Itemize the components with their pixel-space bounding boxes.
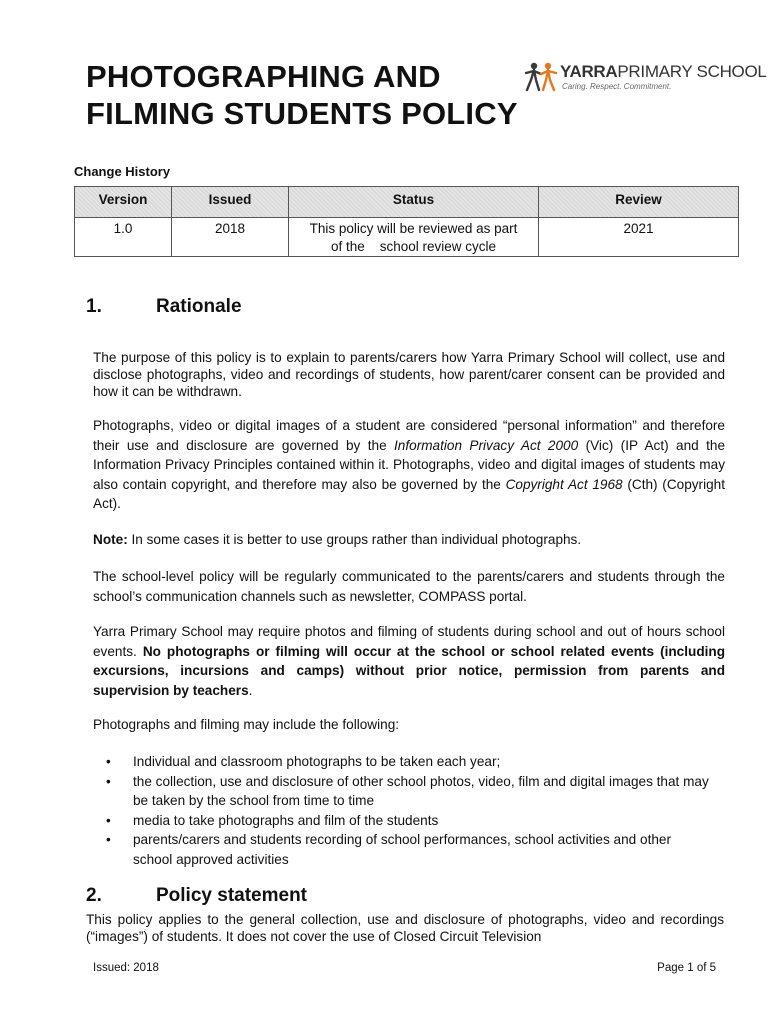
list-item <box>93 830 713 869</box>
information-privacy-act-citation: Information Privacy Act 2000 <box>394 437 579 453</box>
policy-statement-paragraph-1: This policy applies to the general collection, use and disclosure of photographs, video and recordings (“images”) of students. It does not cover the use of Closed Circuit Television <box>86 912 724 944</box>
cell-review: 2021 <box>539 218 739 257</box>
rationale-paragraph-4: The school-level policy will be regularly communicated to the parents/carers and students through the school’s communication channels such as newsletter, COMPASS portal. <box>93 569 725 604</box>
cell-issued: 2018 <box>172 218 289 257</box>
logo-name-light: PRIMARY SCHOOL <box>617 62 767 81</box>
list-item <box>93 752 713 772</box>
header-version: Version <box>75 187 172 218</box>
bullet-icon: • <box>106 773 111 789</box>
section-2-title: Policy statement <box>156 885 307 906</box>
cell-status <box>289 218 539 257</box>
copyright-act-citation: Copyright Act 1968 <box>505 476 623 492</box>
p5-text-c: . <box>248 682 253 698</box>
logo-tagline: Caring. Respect. Commitment. <box>562 82 672 91</box>
logo-school-name <box>560 62 767 82</box>
footer-issued: Issued: 2018 <box>93 962 159 974</box>
header-review: Review <box>539 187 739 218</box>
bullet-icon: • <box>106 754 111 769</box>
title-line-1: PHOTOGRAPHING AND <box>86 59 441 94</box>
p2-text-c: (Cth) (Copyright Act). <box>93 476 725 512</box>
title-line-2: FILMING STUDENTS POLICY <box>86 96 518 131</box>
header-issued: Issued <box>172 187 289 218</box>
note-text: In some cases it is better to use groups rather than individual photographs. <box>127 532 582 547</box>
rationale-paragraph-6: Photographs and filming may include the following: <box>93 717 400 732</box>
section-1-title: Rationale <box>156 296 242 317</box>
bullet-icon: • <box>106 832 111 848</box>
list-item-text: media to take photographs and film of the students <box>133 812 439 828</box>
section-1-heading <box>86 296 242 318</box>
filming-types-list <box>93 752 713 870</box>
status-line-1: This policy will be reviewed as part <box>309 221 518 236</box>
p5-bold-text: No photographs or filming will occur at the school or school related events (including excursions, incursions and camps) without prior notice, permission from parents and supervision by teachers <box>93 643 726 698</box>
rationale-paragraph-5 <box>93 622 725 700</box>
status-line-2: of the school review cycle <box>330 239 497 254</box>
cell-version: 1.0 <box>75 218 172 257</box>
list-item <box>93 772 713 811</box>
school-logo <box>522 60 767 96</box>
table-row <box>75 218 739 257</box>
section-1-number: 1. <box>86 296 102 317</box>
logo-name-strong: YARRA <box>560 62 618 81</box>
table-header-row <box>75 187 739 218</box>
change-history-table <box>74 186 739 257</box>
list-item <box>93 811 713 831</box>
section-2-heading <box>86 885 307 907</box>
list-item-text: parents/carers and students recording of school performances, school activities and other school approved activities <box>133 832 671 867</box>
p2-text-b: (Vic) (IP Act) and the Information Privacy Principles contained within it. Photographs, video and digital images of students may also contain copyright, and therefore may also be governed by the <box>93 437 725 492</box>
document-title <box>86 58 556 132</box>
footer-page-number: Page 1 of 5 <box>657 962 716 974</box>
section-2-number: 2. <box>86 885 102 906</box>
p2-text-a: Photographs, video or digital images of a student are considered “personal information” and therefore their use and disclosure are governed by the <box>93 418 725 453</box>
rationale-paragraph-2 <box>93 416 725 514</box>
rationale-paragraph-1: The purpose of this policy is to explain to parents/carers how Yarra Primary School will collect, use and disclose photographs, video and recordings of students, how parent/carer consent can be provided and how it can be withdrawn. <box>93 350 725 399</box>
list-item-text: the collection, use and disclosure of other school photos, video, film and digital images that may be taken by the school from time to time <box>133 773 709 809</box>
note-label: Note: <box>93 532 128 547</box>
p5-text-a: Yarra Primary School may require photos and filming of students during school and out of hours school events. <box>93 624 725 659</box>
rationale-note <box>93 530 725 550</box>
header-status: Status <box>289 187 539 218</box>
bullet-icon: • <box>106 812 111 828</box>
list-item-text: Individual and classroom photographs to be taken each year; <box>133 754 501 769</box>
two-children-figures-icon <box>522 60 560 94</box>
change-history-label: Change History <box>74 164 171 179</box>
